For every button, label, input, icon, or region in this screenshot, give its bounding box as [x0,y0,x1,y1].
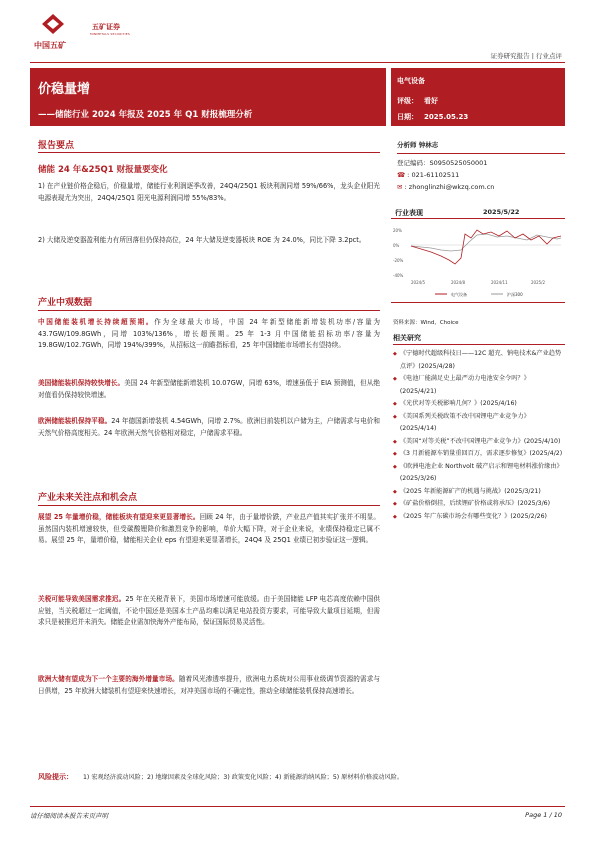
related-item[interactable] [393,511,563,524]
chart-title: 行业表现 [395,209,423,217]
bullet-icon: ◆ [393,451,397,457]
report-title: 价稳量增 [38,82,91,97]
related-item[interactable] [393,448,563,461]
bullet-icon: ◆ [393,513,397,520]
related-item-text: 《美国系列关税政策不改中国锂电产业竞争力》(2025/4/14) [399,412,530,432]
chart-source: 资料来源：Wind，Choice [393,320,459,326]
outlook-2-highlight: 关税可能导致美国需求推迟。 [38,595,126,603]
eu-storage-paragraph [38,416,380,439]
industry-performance-chart [391,208,565,312]
analyst-email-row: ✉ : zhonglinzhi@wkzq.com.cn [397,183,495,191]
eu-storage-text: 24 年德国新增装机 4.54GWh，同增 2.7%。欧洲目前装机以户储为主，户储需求与电价和天然气价格高度相关。24 年欧洲天然气价格相对稳定，户储需求平稳。 [38,417,381,437]
industry-data-heading: 产业中观数据 [38,298,93,308]
minmetals-logo-icon [42,14,64,34]
title-banner [30,68,386,126]
chart-bottom-divider [391,302,565,303]
rating-row [397,96,438,106]
y-tick: -40% [393,273,404,278]
related-heading: 相关研究 [393,334,421,342]
date-row [397,112,468,122]
chart-date: 2025/5/22 [483,208,520,216]
outlook-paragraph-3 [38,674,380,697]
risk-label: 风险提示： [38,773,73,781]
company-name: 中国五矿 [34,41,66,50]
related-item-text: 《2025 年广东碳市场会有哪些变化？》(2025/2/26) [399,512,547,520]
analyst-phone: 021-61102511 [411,171,460,179]
risk-text: 1) 宏观经济波动风险；2) 地缘因素及全球化风险；3) 政策变化风险；4) 新能源消纳风险；5) 原材料价格波动风险。 [83,774,404,781]
header-divider [30,62,565,63]
outlook-3-highlight: 欧洲大储有望成为下一个主要的海外增量市场。 [38,675,179,683]
analyst-email: zhonglinzhi@wkzq.com.cn [408,183,495,191]
china-storage-paragraph [38,317,380,352]
outlook-divider [38,505,380,506]
industry-name: 电气设备 [397,77,425,85]
legend-electrical: 电气设备 [451,292,467,297]
performance-plot [391,220,565,300]
x-tick: 2024/5 [411,280,426,285]
x-tick: 2024/11 [491,280,508,285]
bullet-icon: ◆ [393,501,397,507]
bullet-icon: ◆ [393,438,397,445]
eu-storage-highlight: 欧洲储能装机保持平稳。 [38,417,112,425]
phone-icon: ☎ [397,171,406,179]
summary-paragraph-2: 2) 大储及逆变器盈利能力有所回落但仍保持高位，24 年大储及逆变器板块 ROE 为 24.0%，同比下降 3.2pct。 [38,236,366,244]
related-item[interactable] [393,461,563,486]
rating-value: 看好 [424,97,438,105]
related-item-text: 《宁德时代超级科技日——12C 超充、钠电技术&产业趋势点评》(2025/4/28) [399,350,562,370]
date-label: 日期： [397,113,418,121]
outlook-paragraph-2 [38,594,380,629]
related-item-text: 《欧洲电池企业 Northvolt 破产启示和锂电材料涨价缘由》(2025/3/26) [399,462,563,482]
y-tick: 20% [393,228,402,233]
brand-name: 五矿证券 [92,23,120,31]
brand-name-en: MINMETALS SECURITIES [90,32,130,36]
x-tick: 2024/8 [451,280,466,285]
related-item[interactable] [393,436,563,449]
us-storage-paragraph [38,378,380,401]
related-item-text: 《2025 年新能源矿产的机遇与挑战》(2025/3/21) [399,487,541,495]
related-list [393,348,563,523]
related-item[interactable] [393,486,563,499]
related-item-text: 《矿盐价格倒挂，后续锂矿价格或将承压》(2025/3/6) [399,500,551,507]
company-logo [32,14,162,58]
related-item[interactable] [393,373,563,398]
report-subtitle: ——储能行业 2024 年报及 2025 年 Q1 财报梳理分析 [38,110,253,120]
report-type: 证券研究报告 | 行业点评 [490,52,562,60]
related-item-text: 《3 月新能源车销量重回百万，需求逐步修复》(2025/4/2) [399,450,563,457]
analyst-title: 分析师 钟林志 [397,141,439,149]
analyst-phone-row: ☎ : 021-61102511 [397,171,460,179]
rating-banner [391,68,565,126]
summary-divider [38,152,380,153]
related-item-text: 《电池厂能满足史上最严动力电池安全令吗？》(2025/4/21) [399,375,530,395]
bullet-icon: ◆ [393,413,397,420]
china-storage-text: 作为全球最大市场，中国 24 年新型储能新增装机功率/容量为 43.7GW/109.8GWh，同增 103%/136%，增长超预期。25 年 1-3 月中国储能招标功率/容量为 19.8GW/102.7GWh，同增 194%/399%，从招标这一前瞻指标看，25 年中国储能市场增长有望持续。 [38,318,380,350]
summary-paragraph-1: 1) 在产业链价格企稳后，价稳量增，储能行业利润逐季改善，24Q4/25Q1 板块利润同增 59%/66%，龙头企业阳光电源表现尤为突出，24Q4/25Q1 阳光电源利润同增 55%/83%。 [38,182,380,202]
us-storage-text: 美国 24 年新型储能新增装机 10.07GW，同增 63%，增速虽低于 EIA 预测值，但从绝对值看仍保持较快增速。 [38,379,381,399]
footer-divider [30,806,565,807]
bullet-icon: ◆ [393,376,397,382]
related-item-text: 《美国“对等关税”不改中国锂电产业竞争力》(2025/4/10) [399,437,561,445]
china-storage-highlight: 中国储能装机增长持续超预期。 [38,318,155,326]
analyst-reg: 登记编码：S0950525050001 [397,159,488,167]
related-item[interactable] [393,411,563,436]
footer-disclaimer: 请仔细阅读本报告末页声明 [30,812,108,820]
outlook-1-highlight: 展望 25 年量增价稳，储能板块有望迎来更显著增长。 [38,513,200,521]
analyst-block [397,139,565,193]
y-tick: 0% [393,243,400,248]
summary-subheading: 储能 24 年&25Q1 财报量要变化 [38,165,168,175]
outlook-2-text: 25 年在关税背景下，美国市场增速可能放缓。由于美国储能 LFP 电芯高度依赖中国供应链，当关税超过一定阈值，不论中国还是美国本土产品均难以满足电站投资方要求，可能导致大量项目延期，但需求只是被推迟并未消失。储能企业需加快海外产能布局，保证国际贸易灵活性。 [38,595,381,627]
date-value: 2025.05.23 [424,113,469,121]
y-tick: -20% [393,258,404,263]
bullet-icon: ◆ [393,401,397,407]
bullet-icon: ◆ [393,463,397,470]
related-divider [393,344,565,345]
outlook-1-text: 回顾 24 年，由于量增价跌，产业总产值其实扩张并不明显。虽然国内装机增速较快，但受碳酸锂降价和激烈竞争的影响，单价大幅下降，对于企业来说，业绩保持稳定已属不易。展望 25 年，量增价稳，储能相关企业 eps 有望迎来更显著增长，24Q4 及 25Q1 业绩已初步验证这一逻辑。 [38,513,380,545]
rating-label: 评级： [397,97,418,105]
outlook-3-text: 随着风光渗透率提升，欧洲电力系统对公用事业级调节资源的需求与日俱增，25 年欧洲大储装机有望迎来快速增长，对冲美国市场的不确定性，推动全球储能装机保持高速增长。 [38,675,381,695]
outlook-heading: 产业未来关注点和机会点 [38,493,138,503]
analyst-divider [397,153,565,154]
chart-divider [391,218,565,219]
risk-note [38,772,403,782]
bullet-icon: ◆ [393,351,397,357]
related-item-text: 《光伏对等关税影响几何？》(2025/4/16) [399,400,517,407]
page-number: Page 1 / 10 [525,811,562,819]
legend-hs300: 沪深300 [507,292,523,297]
outlook-paragraph-1 [38,512,380,547]
summary-heading: 报告要点 [38,141,75,151]
email-icon: ✉ [397,183,403,191]
related-item[interactable] [393,398,563,411]
x-tick: 2025/2 [531,280,546,285]
bullet-icon: ◆ [393,488,397,495]
related-item[interactable] [393,498,563,511]
related-item[interactable] [393,348,563,373]
us-storage-highlight: 美国储能装机保持较快增长。 [38,379,125,387]
industry-data-divider [38,310,380,311]
